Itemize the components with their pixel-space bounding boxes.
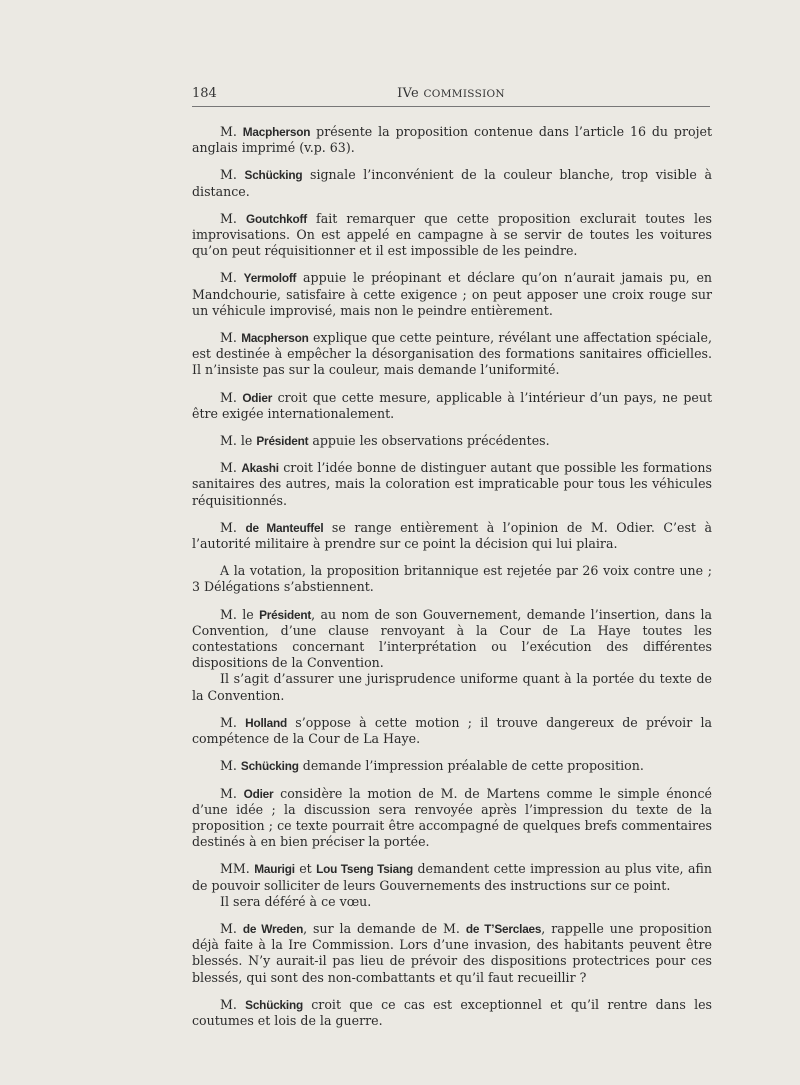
speaker-name: Holland <box>245 715 287 730</box>
paragraph: M. Goutchkoff fait remarquer que cette proposition exclurait toutes les improvisations. On est appelé en campagne à se servir de toutes les voitures qu’on peut réquisitionner et il est impossible de les peindre. <box>192 210 712 259</box>
speaker-name: Yermoloff <box>243 271 297 286</box>
speaker-name: de T’Serclaes <box>465 921 542 936</box>
paragraph: M. Schücking signale l’inconvénient de la couleur blanche, trop visible à distance. <box>192 167 713 199</box>
speaker-name: Maurigi <box>254 862 295 877</box>
paragraph: M. de Manteuffel se range entièrement à l’opinion de M. Odier. C’est à l’autorité militaire à prendre sur ce point la décision qui lui plaira. <box>192 519 712 552</box>
speaker-name: Président <box>259 607 312 622</box>
speaker-name: Goutchkoff <box>246 211 307 226</box>
paragraph: M. Macpherson présente la proposition contenue dans l’article 16 du projet anglais imprimé (v.p. 63). <box>192 124 713 156</box>
paragraph: M. le Président, au nom de son Gouvernement, demande l’insertion, dans la Convention, d’une clause renvoyant à la Cour de La Haye toutes les contestations concernant l’interprétation ou l’exécution des différentes dispositions de la Convention. <box>192 606 712 671</box>
speaker-name: Schücking <box>245 997 304 1012</box>
paragraph: M. Odier croit que cette mesure, applicable à l’intérieur d’un pays, ne peut être exigée internationalement. <box>192 389 713 421</box>
speaker-name: Odier <box>243 786 274 801</box>
header-title-word: COMMISSION <box>423 88 505 100</box>
paragraph: Il s’agit d’assurer une jurisprudence uniforme quant à la portée du texte de la Convention. <box>192 671 712 703</box>
paragraph: A la votation, la proposition britannique est rejetée par 26 voix contre une ; 3 Délégations s’abstiennent. <box>192 563 712 595</box>
speaker-name: Schücking <box>240 759 299 774</box>
paragraph: M. Macpherson explique que cette peinture, révélant une affectation spéciale, est destinée à empêcher la désorganisation des formations sanitaires officielles. Il n’insiste pas sur la couleur, mais demande l’uniformité. <box>192 330 713 378</box>
paragraph: M. Schücking croit que ce cas est exceptionnel et qu’il rentre dans les coutumes et lois de la guerre. <box>192 996 713 1028</box>
speaker-name: Macpherson <box>242 125 311 139</box>
header-rule <box>192 106 710 107</box>
header-title-roman: IVe <box>397 86 420 101</box>
speaker-name: Odier <box>242 390 273 405</box>
paragraph: M. Holland s’oppose à cette motion ; il trouve dangereux de prévoir la compétence de la Cour de La Haye. <box>192 714 713 747</box>
speaker-name: Schücking <box>244 168 303 183</box>
paragraph: M. de Wreden, sur la demande de M. de T’Serclaes, rappelle une proposition déjà faite à la Ire Commission. Lors d’une invasion, des habitants peuvent être blessés. N’y aurait-il pas lieu de prévoir des dispositions protectrices pour ces blessés, qui sont des non-combattants et qu’il faut recueillir ? <box>192 920 712 985</box>
page-number: 184 <box>192 86 217 101</box>
speaker-name: Lou Tseng Tsiang <box>316 862 414 877</box>
paragraph: M. Yermoloff appuie le préopinant et déclare qu’on n’aurait jamais pu, en Mandchourie, satisfaire à cette exigence ; on peut apposer une croix rouge sur un véhicule improvisé, mais non le peindre entièrement. <box>192 270 713 318</box>
speaker-name: Président <box>256 434 309 449</box>
speaker-name: Akashi <box>241 461 279 476</box>
paragraph: M. Schücking demande l’impression préalable de cette proposition. <box>220 758 644 774</box>
speaker-name: de Wreden <box>242 921 304 936</box>
running-header <box>192 86 710 106</box>
paragraph: M. Odier considère la motion de M. de Martens comme le simple énoncé d’une idée ; la discussion sera renvoyée après l’impression du texte de la proposition ; ce texte pourrait être accompagné de quelques brefs commentaires destinés à en bien préciser la portée. <box>192 785 713 850</box>
header-title <box>192 86 710 101</box>
speaker-name: Macpherson <box>241 331 309 346</box>
paragraph: M. le Président appuie les observations précédentes. <box>220 433 550 449</box>
paragraph: Il sera déféré à ce vœu. <box>220 893 372 909</box>
paragraph: M. Akashi croit l’idée bonne de distinguer autant que possible les formations sanitaires des autres, mais la coloration est impraticable pour tous les véhicules réquisitionnés. <box>192 460 713 508</box>
body-text <box>192 124 712 1040</box>
paragraph: MM. Maurigi et Lou Tseng Tsiang demandent cette impression au plus vite, afin de pouvoir solliciter de leurs Gouvernements des instructions sur ce point. <box>192 861 713 893</box>
speaker-name: de Manteuffel <box>245 520 324 535</box>
